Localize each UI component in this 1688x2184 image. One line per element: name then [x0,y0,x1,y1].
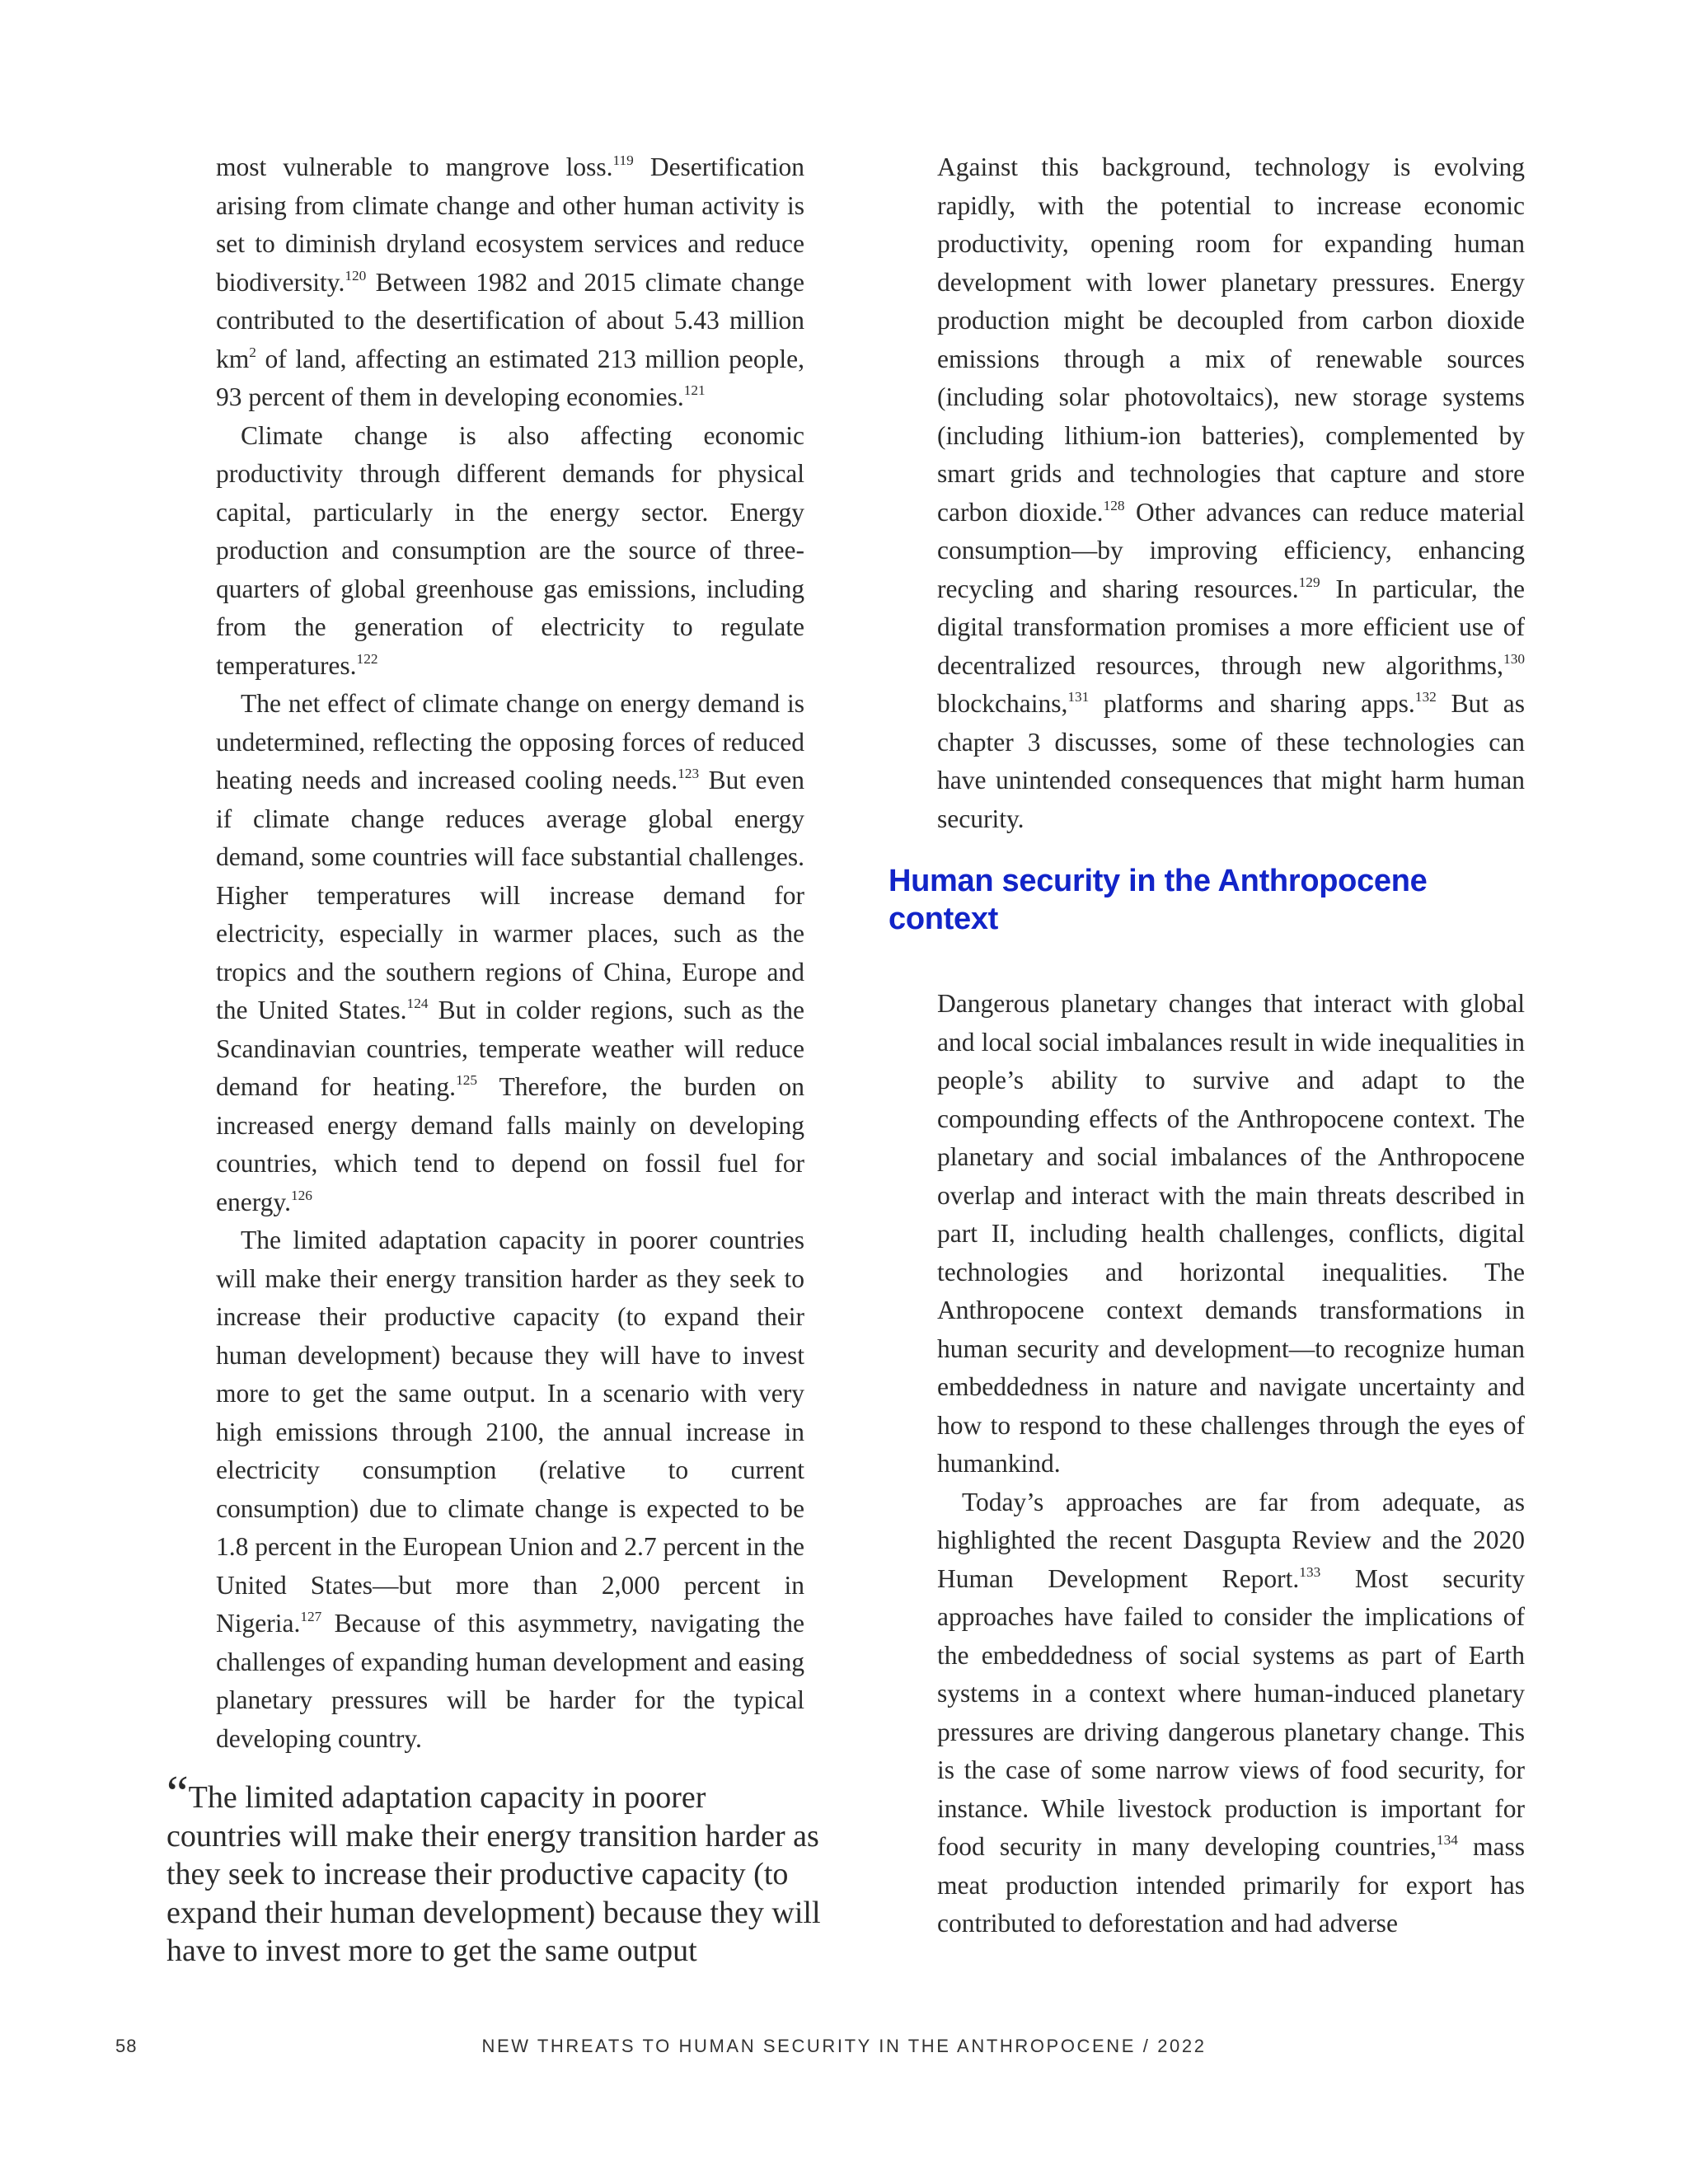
paragraph-text: platforms and sharing apps. [1089,689,1415,718]
paragraph-text: Because of this asymmetry, navigating the challenges of expanding human development and easing planetary pressures will be harder for the typical developing country. [216,1609,804,1753]
footnote-ref: 119 [612,152,634,169]
right-text-column-bottom [937,985,1525,1943]
paragraph-text: mass meat production intended primarily for export has contributed to deforestation and had adverse [937,1832,1526,1938]
paragraph-text: But even if climate change reduces average global energy demand, some countries will face substantial challenges. Higher temperatures will increase demand for electricity, especially in warmer places, such as the tropics and the southern regions of China, Europe and the United States. [216,766,804,1024]
footnote-ref: 125 [456,1072,478,1089]
paragraph-text: The limited adaptation capacity in poorer countries will make their energy transition harder as they seek to increase their productive capacity (to expand their human development) because they will have to invest more to get the same output. In a scenario with very high emissions through 2100, the annual increase in electricity consumption (relative to current consumption) due to climate change is expected to be 1.8 percent in the European Union and 2.7 percent in the United States—but more than 2,000 percent in Nigeria. [216,1226,804,1638]
paragraph-text: Between 1982 and 2015 climate change contributed to the desertification of about 5.43 million km [216,267,804,373]
paragraph-text: Dangerous planetary changes that interact with global and local social imbalances result in wide inequalities in people’s ability to survive and adapt to the compounding effects of the Anthropocene context. The planetary and social imbalances of the Anthropocene overlap and interact with the main threats described in part II, including health challenges, conflicts, digital technologies and horizontal inequalities. The Anthropocene context demands transformations in human security and development—to recognize human embeddedness in nature and navigate uncertainty and how to respond to these challenges through the eyes of humankind. [937,989,1525,1478]
body-paragraph [216,1221,804,1758]
footnote-ref: 124 [406,996,429,1012]
body-paragraph [937,985,1525,1483]
paragraph-text: Today’s approaches are far from adequate, as highlighted the recent Dasgupta Review and the 2020 Human Development Report. [937,1487,1525,1593]
paragraph-text: Climate change is also affecting economic productivity through different demands for physical capital, particularly in the energy sector. Energy production and consumption are the source of three-quarters of global greenhouse gas emissions, including from the generation of electricity to regulate temperatures. [216,420,804,680]
paragraph-text: The net effect of climate change on energy demand is undetermined, reflecting the opposing forces of reduced heating needs and increased cooling needs. [216,689,804,794]
paragraph-text: Against this background, technology is evolving rapidly, with the potential to increase economic productivity, opening room for expanding human development with lower planetary pressures. Energy production might be decoupled from carbon dioxide emissions through a mix of renewable sources (including solar photovoltaics), new storage systems (including lithium-ion batteries), complemented by smart grids and technologies that capture and store carbon dioxide. [937,152,1525,527]
quote-mark: “ [166,1766,185,1821]
pull-quote [166,1766,826,1971]
right-text-column-top [937,148,1525,838]
paragraph-text: Other advances can reduce material consumption—by improving efficiency, enhancing recycling and sharing resources. [937,497,1525,603]
paragraph-text: of land, affecting an estimated 213 million people, 93 percent of them in developing economies. [216,344,804,411]
footnote-ref: 2 [249,344,256,360]
paragraph-text: Desertification arising from climate change and other human activity is set to diminish dryland ecosystem services and reduce biodiversity. [216,152,804,297]
section-heading: Human security in the Anthropocene context [889,864,1428,936]
footnote-ref: 126 [290,1187,312,1203]
footnote-ref: 127 [300,1609,322,1625]
footnote-ref: 133 [1299,1563,1321,1580]
footnote-ref: 134 [1436,1832,1458,1849]
paragraph-text: But in colder regions, such as the Scandinavian countries, temperate weather will reduce demand for heating. [216,996,804,1101]
body-paragraph [937,148,1525,838]
footnote-ref: 128 [1103,497,1125,513]
paragraph-text: But as chapter 3 discusses, some of these technologies can have unintended consequences that might harm human security. [937,689,1525,833]
paragraph-text: Therefore, the burden on increased energy demand falls mainly on developing countries, which tend to depend on fossil fuel for energy. [216,1072,804,1216]
body-paragraph [216,148,804,417]
footnote-ref: 121 [683,382,706,399]
footnote-ref: 122 [356,650,378,667]
footnote-ref: 123 [678,766,700,782]
page-number: 58 [115,2036,138,2056]
body-paragraph [216,417,804,686]
body-paragraph [216,685,804,1221]
paragraph-text: most vulnerable to mangrove loss. [216,152,613,181]
left-text-column [216,148,804,1758]
footnote-ref: 130 [1503,650,1525,667]
paragraph-text: Most security approaches have failed to consider the implications of the embeddedness of social systems as part of Earth systems in a context where human-induced planetary pressures are driving dangerous planetary change. This is the case of some narrow views of food security, for instance. While livestock production is important for food security in many developing countries, [937,1563,1525,1861]
running-title: NEW THREATS TO HUMAN SECURITY IN THE ANTHROPOCENE / 2022 [481,2036,1207,2056]
footnote-ref: 129 [1298,574,1320,590]
footnote-ref: 120 [345,267,367,284]
paragraph-text: In particular, the digital transformation promises a more efficient use of decentralized resources, through new algorithms, [937,574,1526,680]
footnote-ref: 132 [1414,689,1437,705]
body-paragraph [937,1483,1525,1943]
paragraph-text: blockchains, [937,689,1068,718]
footnote-ref: 131 [1067,689,1090,705]
pull-quote-text: The limited adaptation capacity in poorer countries will make their energy transition harder as they seek to increase their productive capacity (to expand their human development) because they will have to invest more to get the same output [166,1780,821,1968]
